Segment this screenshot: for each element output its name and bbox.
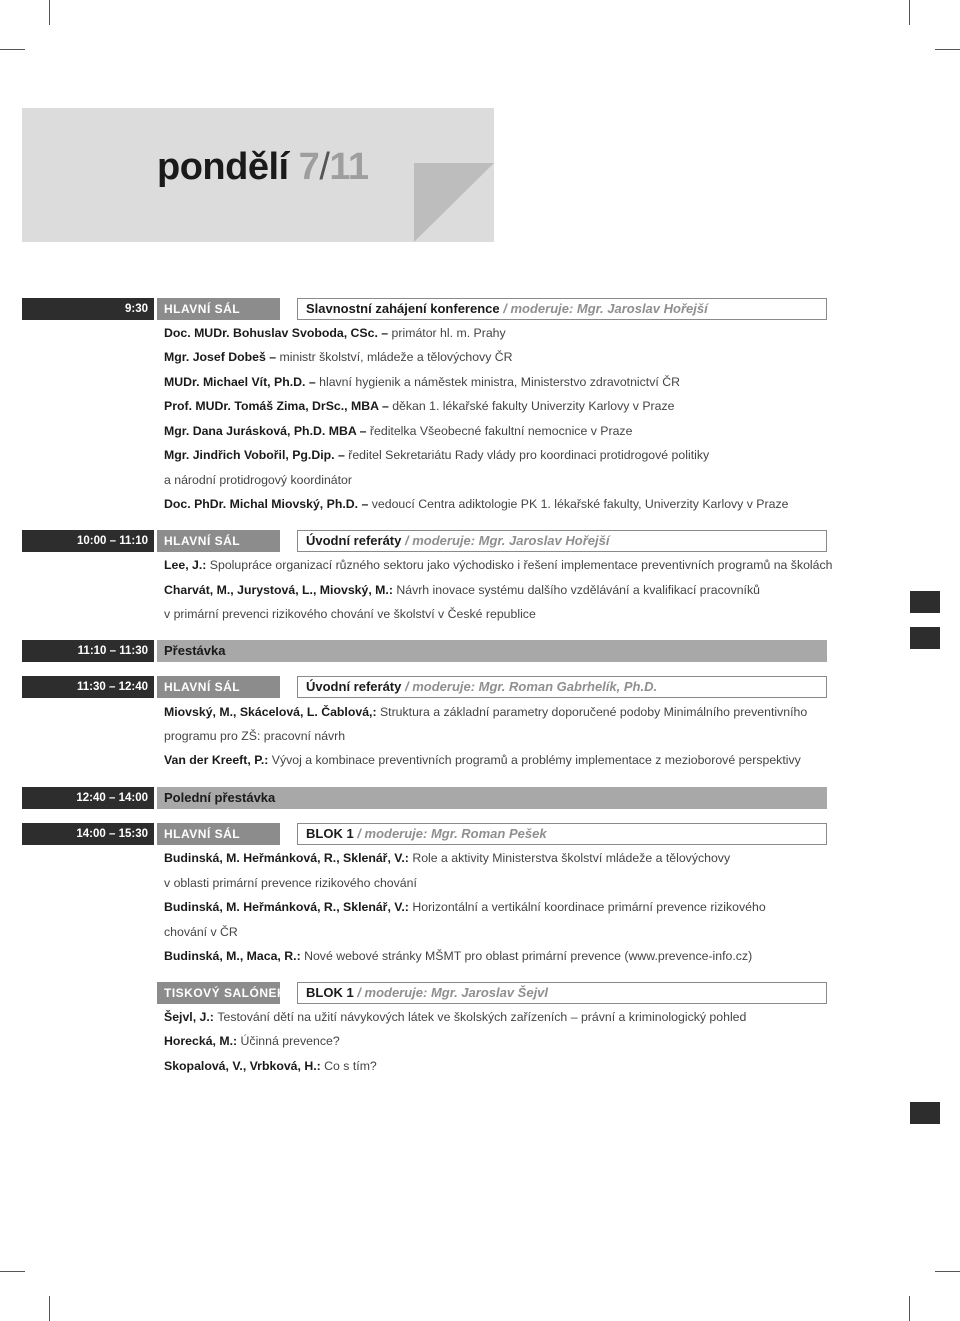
program-line bbox=[164, 375, 680, 389]
talk-title: Struktura a základní parametry doporučené podoby Minimálního preventivního bbox=[379, 705, 808, 719]
session-moderator: / moderuje: Mgr. Jaroslav Hořejší bbox=[499, 301, 708, 316]
session-title: BLOK 1 bbox=[306, 985, 354, 1000]
session-moderator: / moderuje: Mgr. Roman Gabrhelík, Ph.D. bbox=[401, 679, 658, 694]
crop-mark bbox=[935, 49, 960, 50]
talk-title: Spolupráce organizací různého sektoru jako východisko i řešení implementace preventivních programů na školách bbox=[209, 558, 833, 572]
program-line bbox=[164, 851, 730, 865]
crop-mark bbox=[49, 0, 50, 25]
session-title-box bbox=[297, 676, 827, 698]
side-tab-marker bbox=[910, 1102, 940, 1124]
session-hall: HLAVNÍ SÁL bbox=[157, 823, 280, 845]
session-time: 11:10 – 11:30 bbox=[22, 640, 154, 662]
speaker-name: Budinská, M., Maca, R.: bbox=[164, 949, 305, 963]
speaker-role: a národní protidrogový koordinátor bbox=[164, 473, 352, 487]
program-line bbox=[164, 1059, 377, 1073]
session-title: Úvodní referáty bbox=[306, 679, 402, 694]
talk-title: Role a aktivity Ministerstva školství mládeže a tělovýchovy bbox=[412, 851, 731, 865]
break-bar: Polední přestávka bbox=[157, 787, 827, 809]
speaker-name: Mgr. Josef Dobeš – bbox=[164, 350, 280, 364]
speaker-role: hlavní hygienik a náměstek ministra, Ministerstvo zdravotnictví ČR bbox=[319, 375, 680, 389]
talk-title: Co s tím? bbox=[324, 1059, 377, 1073]
session-time: 10:00 – 11:10 bbox=[22, 530, 154, 552]
speaker-role: primátor hl. m. Prahy bbox=[391, 326, 506, 340]
speaker-name: Budinská, M. Heřmánková, R., Sklenář, V.: bbox=[164, 900, 413, 914]
session-title: Úvodní referáty bbox=[306, 533, 402, 548]
speaker-role: ředitel Sekretariátu Rady vlády pro koordinaci protidrogové politiky bbox=[348, 448, 710, 462]
speaker-name: Doc. PhDr. Michal Miovský, Ph.D. – bbox=[164, 497, 372, 511]
program-line bbox=[164, 607, 536, 621]
crop-mark bbox=[0, 1271, 25, 1272]
program-line bbox=[164, 949, 752, 963]
talk-title: v oblasti primární prevence rizikového chování bbox=[164, 876, 417, 890]
speaker-name: Lee, J.: bbox=[164, 558, 210, 572]
talk-title: Horizontální a vertikální koordinace primární prevence rizikového bbox=[412, 900, 766, 914]
talk-title: Návrh inovace systému dalšího vzdělávání a kvalifikací pracovníků bbox=[396, 583, 760, 597]
crop-mark bbox=[935, 1271, 960, 1272]
session-time: 11:30 – 12:40 bbox=[22, 676, 154, 698]
talk-title: Nové webové stránky MŠMT pro oblast primární prevence (www.prevence-info.cz) bbox=[304, 949, 753, 963]
speaker-name: Van der Kreeft, P.: bbox=[164, 753, 272, 767]
program-line bbox=[164, 900, 766, 914]
page-title bbox=[157, 146, 369, 189]
speaker-name: MUDr. Michael Vít, Ph.D. – bbox=[164, 375, 320, 389]
program-line bbox=[164, 925, 238, 939]
crop-mark bbox=[0, 49, 25, 50]
date-day: 7 bbox=[298, 146, 320, 188]
program-line bbox=[164, 497, 788, 511]
program-line bbox=[164, 326, 506, 340]
speaker-role: ředitelka Všeobecné fakultní nemocnice v Praze bbox=[369, 424, 633, 438]
speaker-name: Mgr. Jindřich Vobořil, Pg.Dip. – bbox=[164, 448, 349, 462]
session-time: 9:30 bbox=[22, 298, 154, 320]
program-line bbox=[164, 729, 345, 743]
program-line bbox=[164, 876, 417, 890]
side-tab-marker bbox=[910, 591, 940, 613]
speaker-role: děkan 1. lékařské fakulty Univerzity Karlovy v Praze bbox=[392, 399, 675, 413]
date-separator: / bbox=[319, 146, 330, 188]
program-line bbox=[164, 473, 352, 487]
speaker-name: Skopalová, V., Vrbková, H.: bbox=[164, 1059, 325, 1073]
session-title-box bbox=[297, 982, 827, 1004]
session-moderator: / moderuje: Mgr. Jaroslav Hořejší bbox=[401, 533, 610, 548]
program-line bbox=[164, 350, 513, 364]
session-hall: HLAVNÍ SÁL bbox=[157, 676, 280, 698]
speaker-name: Prof. MUDr. Tomáš Zima, DrSc., MBA – bbox=[164, 399, 393, 413]
speaker-name: Šejvl, J.: bbox=[164, 1010, 218, 1024]
talk-title: Vývoj a kombinace preventivních programů a problémy implementace z mezioborové perspektivy bbox=[271, 753, 801, 767]
talk-title: programu pro ZŠ: pracovní návrh bbox=[164, 729, 346, 743]
program-line bbox=[164, 705, 807, 719]
program-line bbox=[164, 399, 674, 413]
day-name: pondělí bbox=[157, 146, 289, 188]
program-line bbox=[164, 1010, 746, 1024]
talk-title: Účinná prevence? bbox=[240, 1034, 340, 1048]
session-hall: HLAVNÍ SÁL bbox=[157, 530, 280, 552]
speaker-role: vedoucí Centra adiktologie PK 1. lékařské fakulty, Univerzity Karlovy v Praze bbox=[371, 497, 789, 511]
session-title-box bbox=[297, 823, 827, 845]
program-line bbox=[164, 448, 709, 462]
session-time: 12:40 – 14:00 bbox=[22, 787, 154, 809]
session-title: Slavnostní zahájení konference bbox=[306, 301, 500, 316]
session-hall: HLAVNÍ SÁL bbox=[157, 298, 280, 320]
talk-title: Testování dětí na užití návykových látek ve školských zařízeních – právní a kriminologický pohled bbox=[217, 1010, 747, 1024]
speaker-name: Mgr. Dana Jurásková, Ph.D. MBA – bbox=[164, 424, 370, 438]
speaker-name: Doc. MUDr. Bohuslav Svoboda, CSc. – bbox=[164, 326, 392, 340]
speaker-name: Miovský, M., Skácelová, L. Čablová,: bbox=[164, 705, 380, 719]
session-hall: TISKOVÝ SALÓNEK bbox=[157, 982, 280, 1004]
session-title: BLOK 1 bbox=[306, 826, 354, 841]
speaker-role: ministr školství, mládeže a tělovýchovy ČR bbox=[279, 350, 513, 364]
session-moderator: / moderuje: Mgr. Roman Pešek bbox=[353, 826, 547, 841]
program-line bbox=[164, 558, 833, 572]
program-line bbox=[164, 424, 632, 438]
side-tab-marker bbox=[910, 627, 940, 649]
break-bar: Přestávka bbox=[157, 640, 827, 662]
session-title-box bbox=[297, 298, 827, 320]
date-month: 11 bbox=[329, 146, 369, 188]
session-time: 14:00 – 15:30 bbox=[22, 823, 154, 845]
program-line bbox=[164, 583, 760, 597]
crop-mark bbox=[49, 1296, 50, 1321]
program-line bbox=[164, 753, 801, 767]
speaker-name: Charvát, M., Jurystová, L., Miovský, M.: bbox=[164, 583, 397, 597]
program-line bbox=[164, 1034, 340, 1048]
session-moderator: / moderuje: Mgr. Jaroslav Šejvl bbox=[353, 985, 549, 1000]
crop-mark bbox=[909, 1296, 910, 1321]
talk-title: chování v ČR bbox=[164, 925, 238, 939]
talk-title: v primární prevenci rizikového chování ve školství v České republice bbox=[164, 607, 536, 621]
session-title-box bbox=[297, 530, 827, 552]
speaker-name: Horecká, M.: bbox=[164, 1034, 241, 1048]
crop-mark bbox=[909, 0, 910, 25]
speaker-name: Budinská, M. Heřmánková, R., Sklenář, V.: bbox=[164, 851, 413, 865]
